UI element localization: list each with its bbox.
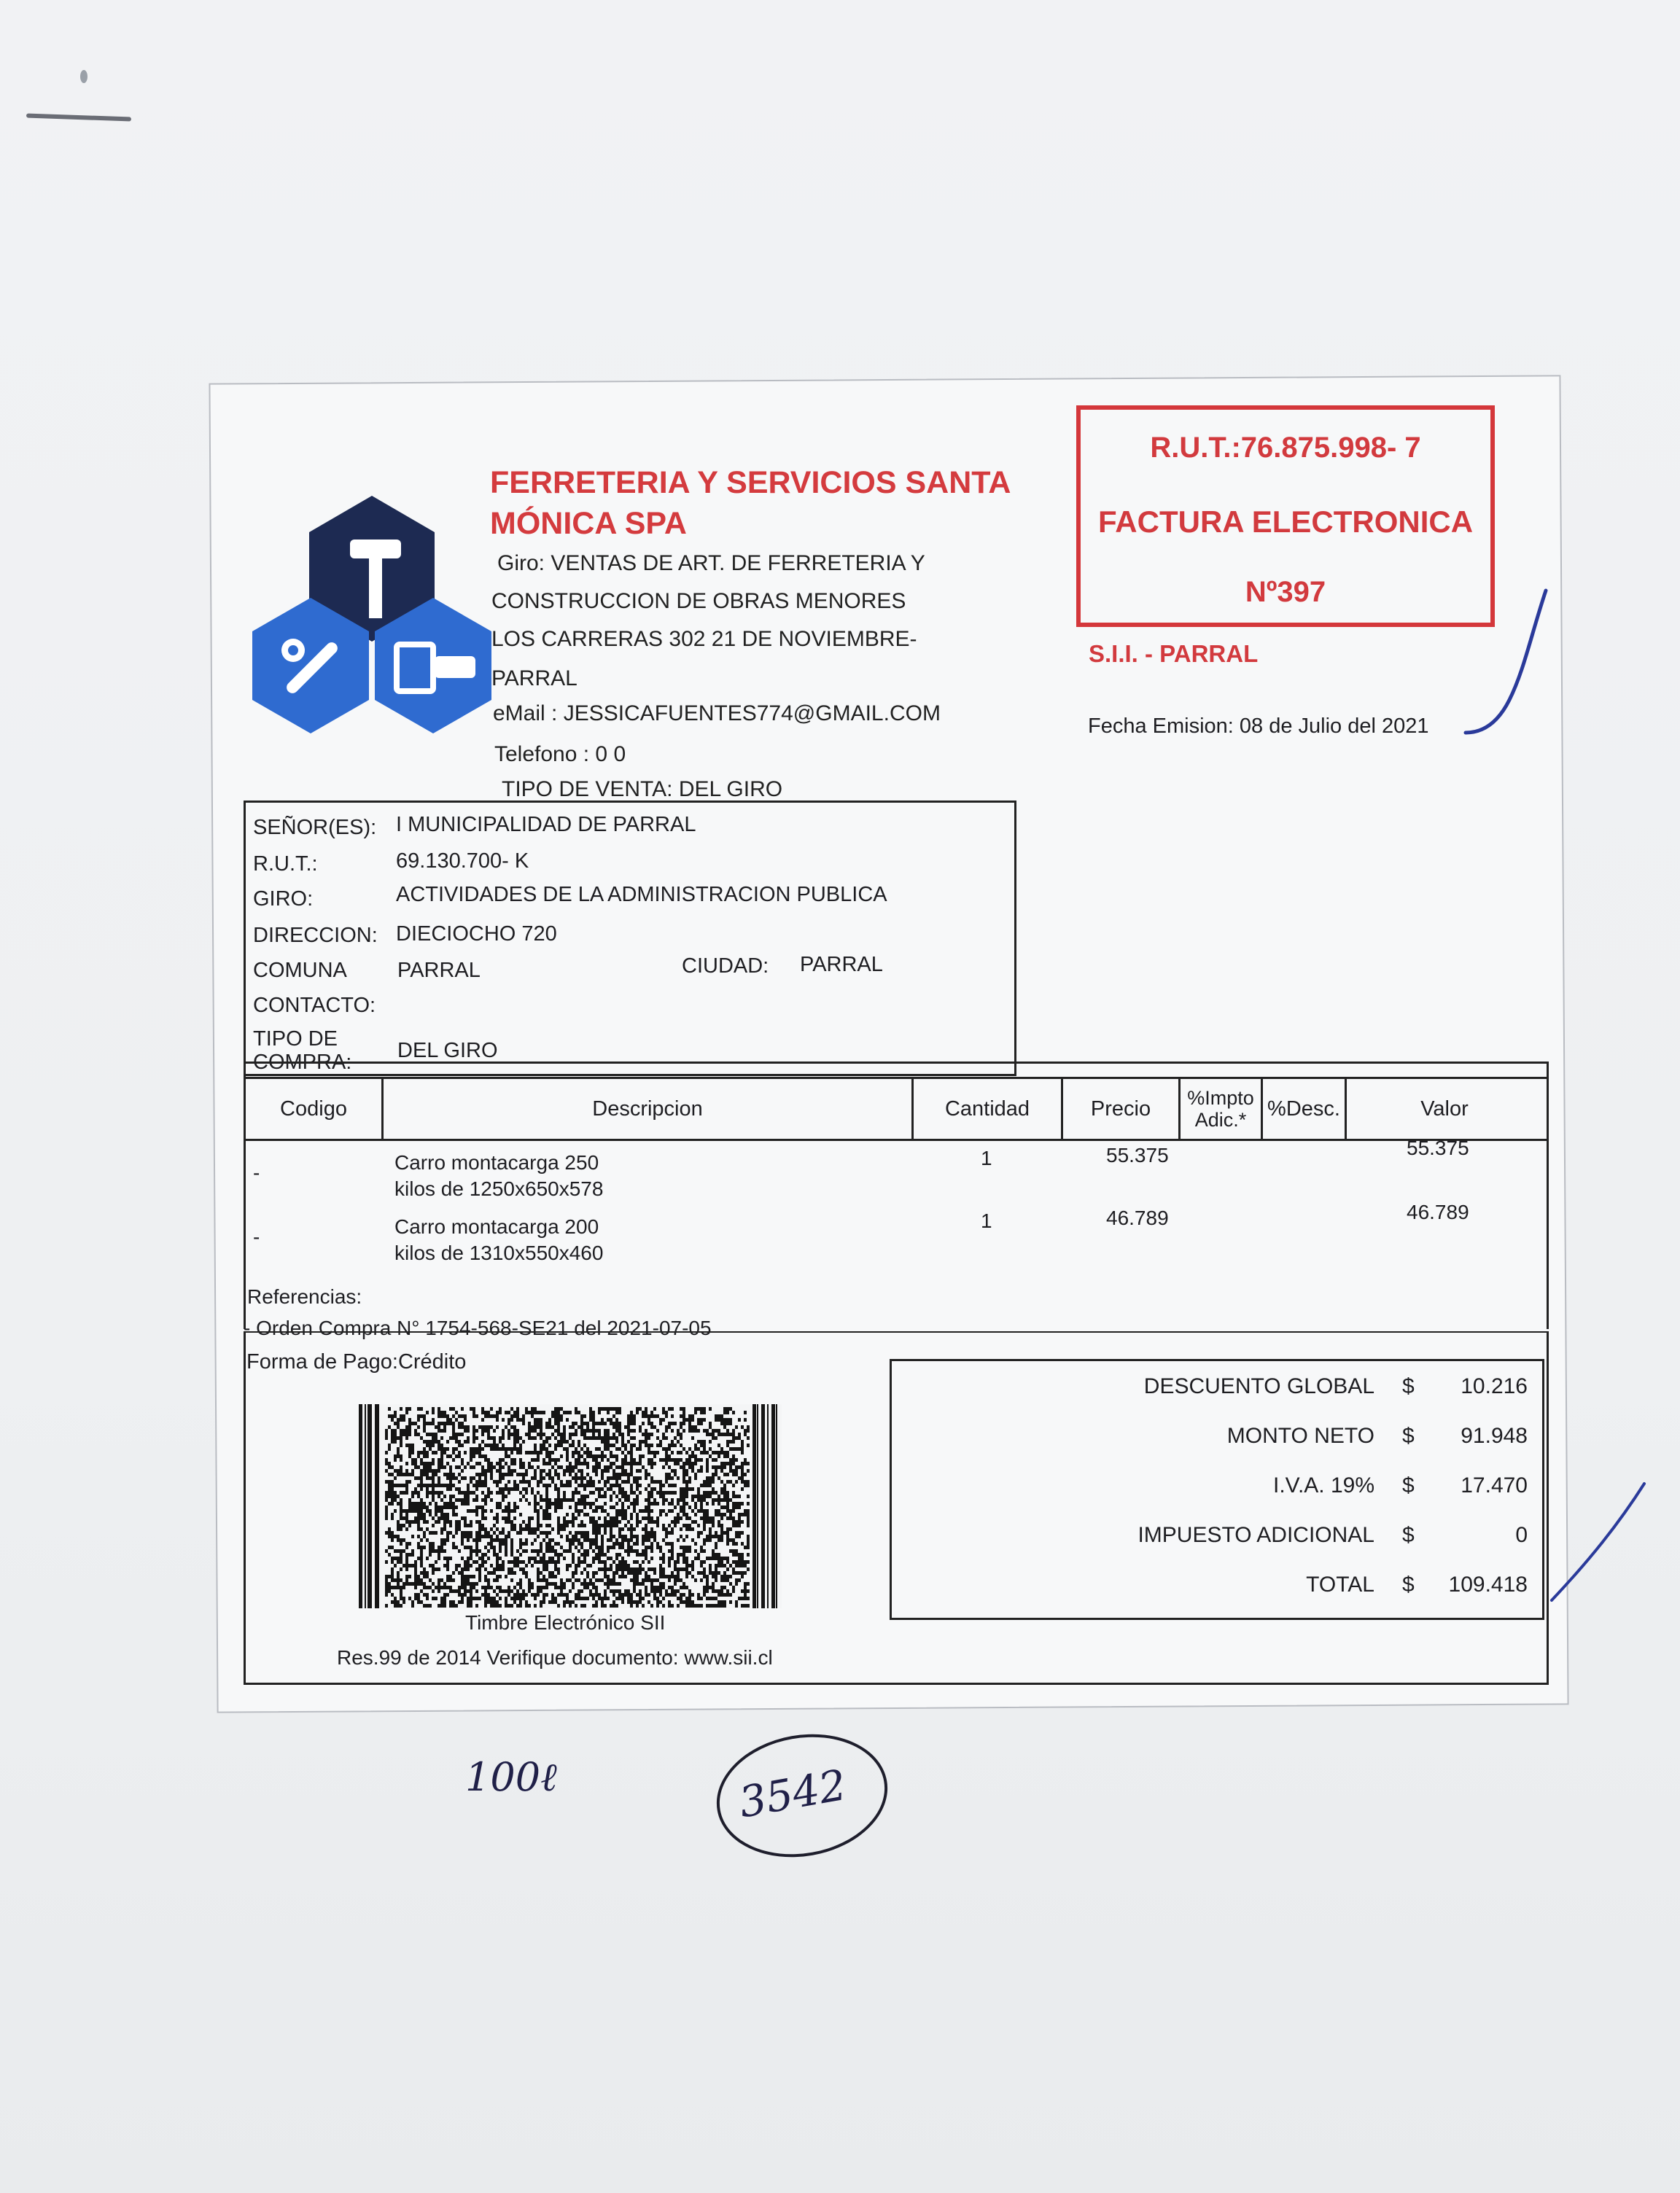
scan-smudge — [80, 70, 88, 83]
header-impto-line2: Adic.* — [1194, 1109, 1247, 1131]
label-tipo-line2: COMPRA: — [253, 1051, 352, 1074]
row2-precio: 46.789 — [1106, 1207, 1169, 1229]
company-phone: Telefono : 0 0 — [494, 742, 626, 766]
pdf417-barcode — [359, 1404, 782, 1608]
total-label: DESCUENTO GLOBAL — [1143, 1374, 1374, 1398]
client-giro: ACTIVIDADES DE LA ADMINISTRACION PUBLICA — [396, 883, 887, 906]
label-senor: SEÑOR(ES): — [253, 816, 377, 839]
total-label: MONTO NETO — [1226, 1424, 1374, 1448]
table-header — [246, 1077, 1547, 1141]
issuer-rut: R.U.T.:76.875.998- 7 — [1150, 432, 1421, 464]
client-ciudad: PARRAL — [800, 953, 883, 976]
client-comuna: PARRAL — [397, 959, 481, 982]
label-comuna: COMUNA — [253, 959, 347, 982]
header-codigo: Codigo — [280, 1096, 347, 1121]
company-name-line1: FERRETERIA Y SERVICIOS SANTA — [490, 465, 1011, 500]
handwritten-note: 100ℓ — [465, 1754, 557, 1800]
client-box — [244, 801, 1016, 1076]
company-giro-line1: Giro: VENTAS DE ART. DE FERRETERIA Y — [497, 551, 925, 575]
row1-desc-line2: kilos de 1250x650x578 — [394, 1177, 604, 1200]
currency-symbol: $ — [1402, 1523, 1415, 1547]
totals-box — [890, 1359, 1544, 1620]
totals-row — [892, 1573, 1542, 1602]
label-ciudad: CIUDAD: — [682, 954, 769, 978]
currency-symbol: $ — [1402, 1424, 1415, 1448]
total-amount: 109.418 — [1448, 1573, 1528, 1597]
pen-check-mark — [1451, 583, 1553, 744]
row2-desc-line1: Carro montacarga 200 — [394, 1215, 599, 1238]
header-valor: Valor — [1420, 1096, 1469, 1121]
client-name: I MUNICIPALIDAD DE PARRAL — [396, 813, 696, 836]
handwritten-circled-number — [707, 1721, 897, 1870]
invoice-number: Nº397 — [1245, 576, 1326, 608]
total-label: I.V.A. 19% — [1273, 1473, 1374, 1497]
document-type: FACTURA ELECTRONICA — [1097, 505, 1474, 539]
label-rut: R.U.T.: — [253, 852, 318, 876]
row1-desc-line1: Carro montacarga 250 — [394, 1151, 599, 1174]
row1-precio: 55.375 — [1106, 1144, 1169, 1166]
issue-date: Fecha Emision: 08 de Julio del 2021 — [1088, 714, 1429, 738]
row1-codigo: - — [253, 1161, 260, 1184]
header-precio: Precio — [1090, 1096, 1151, 1121]
total-label: IMPUESTO ADICIONAL — [1138, 1523, 1374, 1547]
pen-check-mark — [1546, 1480, 1648, 1611]
staple-mark — [26, 113, 131, 121]
row1-valor: 55.375 — [1407, 1137, 1469, 1159]
header-desc: %Desc. — [1267, 1096, 1340, 1121]
currency-symbol: $ — [1402, 1473, 1415, 1497]
sii-resolution: Res.99 de 2014 Verifique documento: www.sii.cl — [337, 1646, 773, 1669]
label-contacto: CONTACTO: — [253, 994, 376, 1017]
row2-desc-line2: kilos de 1310x550x460 — [394, 1242, 604, 1264]
totals-row — [892, 1523, 1542, 1552]
company-name — [490, 462, 1044, 544]
row2-valor: 46.789 — [1407, 1201, 1469, 1223]
header-impto — [1181, 1079, 1261, 1139]
total-amount: 0 — [1515, 1523, 1528, 1547]
client-rut: 69.130.700- K — [396, 849, 529, 873]
references-label: Referencias: — [247, 1285, 362, 1308]
totals-row — [892, 1424, 1542, 1453]
sale-type: TIPO DE VENTA: DEL GIRO — [502, 777, 783, 801]
row2-cantidad: 1 — [981, 1210, 992, 1232]
company-address-line1: LOS CARRERAS 302 21 DE NOVIEMBRE- — [491, 627, 917, 651]
row2-codigo: - — [253, 1226, 260, 1248]
label-direccion: DIRECCION: — [253, 924, 378, 947]
header-descripcion: Descripcion — [592, 1096, 703, 1121]
label-giro: GIRO: — [253, 887, 314, 911]
total-amount: 91.948 — [1461, 1424, 1528, 1448]
client-tipo-compra: DEL GIRO — [397, 1039, 498, 1062]
items-table — [244, 1062, 1549, 1329]
header-impto-line1: %Impto — [1187, 1087, 1254, 1109]
company-address-line2: PARRAL — [491, 666, 578, 690]
currency-symbol: $ — [1402, 1374, 1415, 1398]
company-giro-line2: CONSTRUCCION DE OBRAS MENORES — [491, 589, 906, 613]
reference-item: - Orden Compra N° 1754-568-SE21 del 2021-07-05 — [244, 1317, 712, 1339]
total-amount: 10.216 — [1461, 1374, 1528, 1398]
header-cantidad: Cantidad — [944, 1096, 1030, 1121]
circled-number-text: 3542 — [735, 1759, 850, 1828]
row1-cantidad: 1 — [981, 1147, 992, 1169]
stamp-caption: Timbre Electrónico SII — [465, 1611, 666, 1634]
rut-box — [1076, 405, 1495, 627]
company-logo — [241, 488, 503, 751]
sii-office: S.I.I. - PARRAL — [1089, 640, 1259, 667]
company-name-line2: MÓNICA SPA — [490, 506, 687, 541]
payment-method: Forma de Pago:Crédito — [246, 1350, 467, 1374]
company-email: eMail : JESSICAFUENTES774@GMAIL.COM — [493, 701, 941, 725]
client-direccion: DIECIOCHO 720 — [396, 922, 557, 946]
total-amount: 17.470 — [1461, 1473, 1528, 1497]
totals-row — [892, 1374, 1542, 1403]
total-label: TOTAL — [1306, 1573, 1374, 1597]
totals-row — [892, 1473, 1542, 1503]
currency-symbol: $ — [1402, 1573, 1415, 1597]
label-tipo-line1: TIPO DE — [253, 1027, 338, 1051]
